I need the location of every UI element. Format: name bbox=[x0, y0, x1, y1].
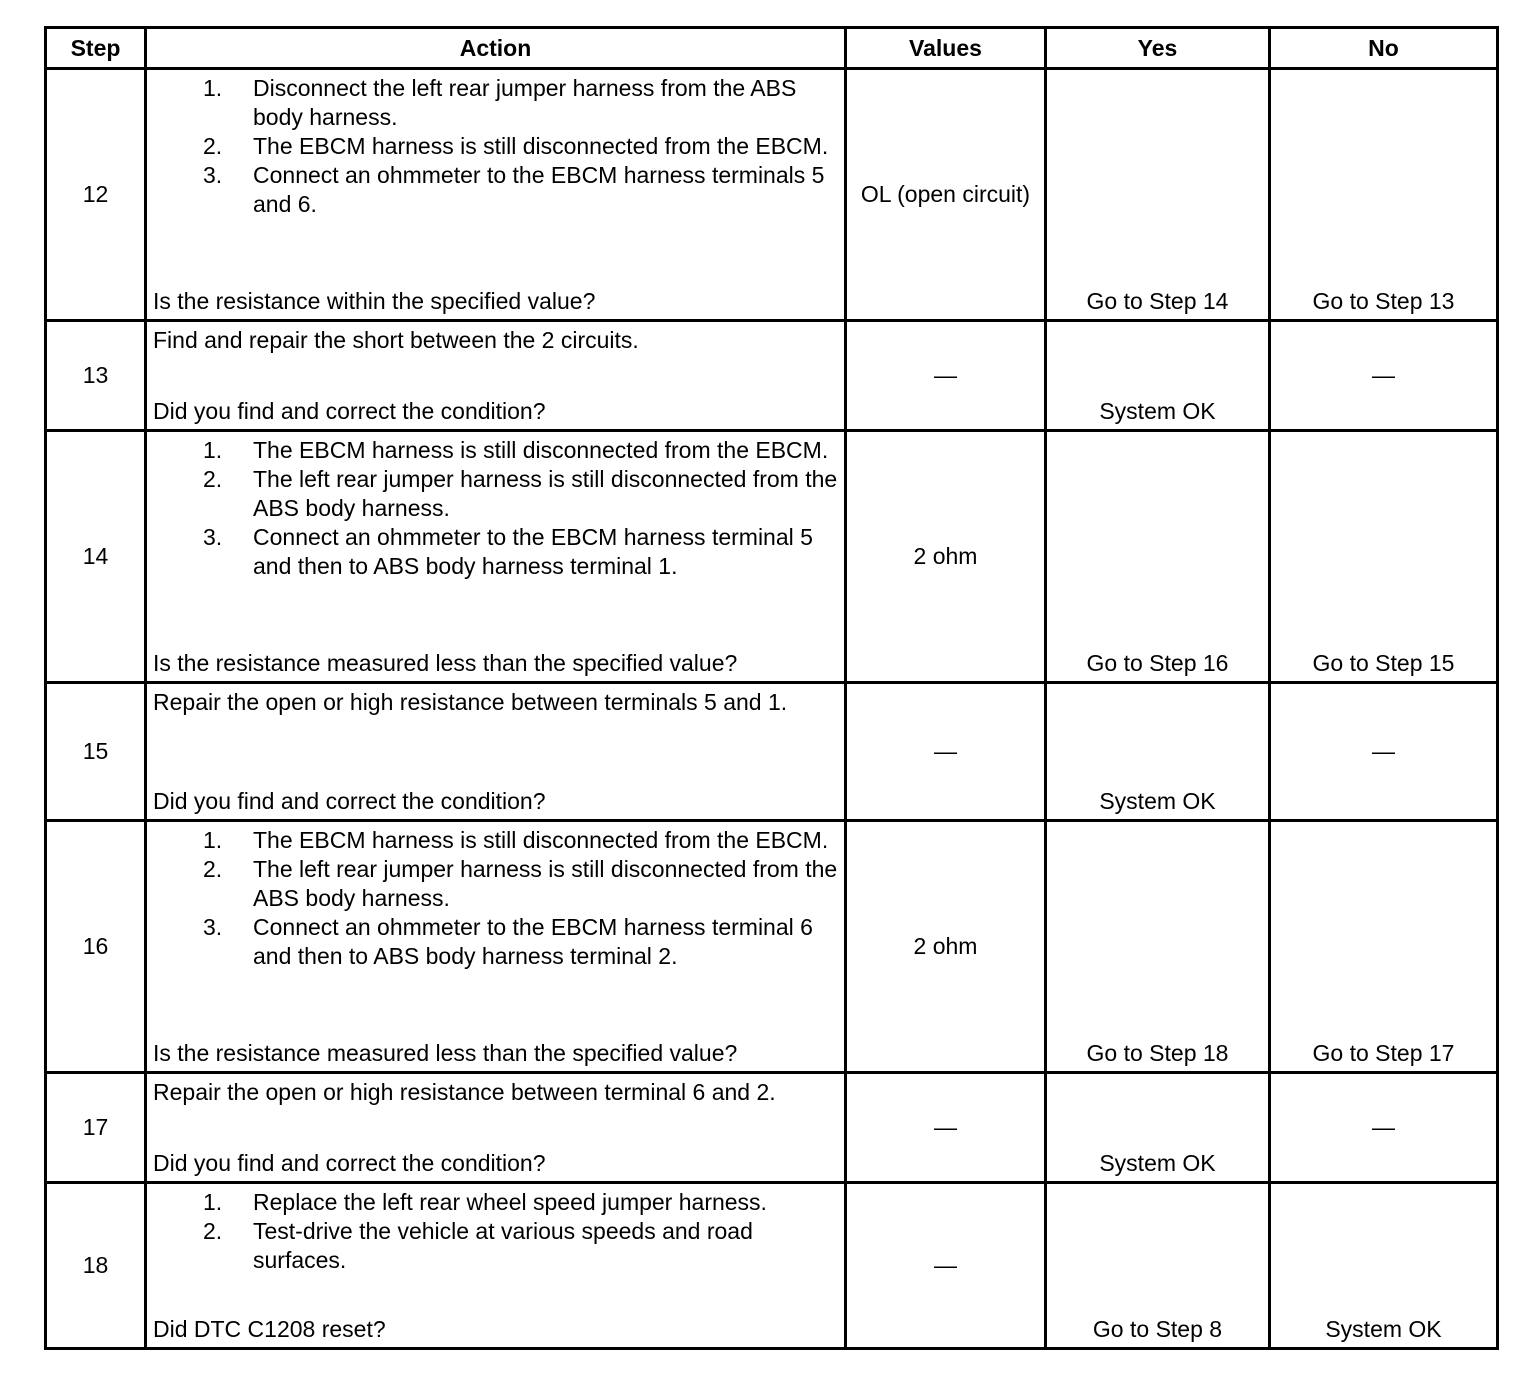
step-number: 14 bbox=[46, 431, 146, 683]
step-text: Connect an ohmmeter to the EBCM harness terminals 5 and 6. bbox=[253, 162, 825, 217]
action-question: Is the resistance within the specified value? bbox=[153, 288, 596, 314]
values-cell: OL (open circuit) bbox=[846, 69, 1046, 321]
step-text: The EBCM harness is still disconnected from the EBCM. bbox=[253, 827, 829, 853]
action-step bbox=[203, 855, 838, 913]
yes-cell bbox=[1046, 69, 1270, 321]
header-values: Values bbox=[846, 28, 1046, 69]
action-cell bbox=[146, 431, 846, 683]
yes-outcome: System OK bbox=[1099, 398, 1216, 424]
table-row-step-18 bbox=[46, 1183, 1498, 1349]
action-step bbox=[203, 913, 838, 971]
values-cell: — bbox=[846, 1073, 1046, 1183]
yes-cell bbox=[1046, 683, 1270, 821]
table-row-step-15 bbox=[46, 683, 1498, 821]
diagnostic-table bbox=[44, 26, 1499, 1350]
action-question: Is the resistance measured less than the specified value? bbox=[153, 650, 738, 676]
step-text: Replace the left rear wheel speed jumper harness. bbox=[253, 1189, 767, 1215]
no-cell bbox=[1270, 69, 1498, 321]
step-index: 2. bbox=[203, 133, 223, 159]
step-text: The left rear jumper harness is still disconnected from the ABS body harness. bbox=[253, 466, 838, 521]
action-question: Did you find and correct the condition? bbox=[153, 1150, 546, 1176]
no-outcome: System OK bbox=[1325, 1316, 1442, 1342]
step-index: 1. bbox=[203, 75, 223, 101]
step-text: The left rear jumper harness is still disconnected from the ABS body harness. bbox=[253, 856, 838, 911]
step-index: 3. bbox=[203, 162, 223, 188]
action-cell bbox=[146, 321, 846, 431]
action-text: Repair the open or high resistance between terminals 5 and 1. bbox=[153, 689, 788, 715]
values-cell: 2 ohm bbox=[846, 431, 1046, 683]
action-steps bbox=[153, 826, 838, 971]
table-row-step-14 bbox=[46, 431, 1498, 683]
values-cell: 2 ohm bbox=[846, 821, 1046, 1073]
action-question: Did DTC C1208 reset? bbox=[153, 1316, 386, 1342]
action-step bbox=[203, 132, 838, 161]
no-cell: — bbox=[1270, 683, 1498, 821]
step-text: Test-drive the vehicle at various speeds and road surfaces. bbox=[253, 1218, 753, 1273]
action-text: Repair the open or high resistance between terminal 6 and 2. bbox=[153, 1079, 776, 1105]
table-row-step-17 bbox=[46, 1073, 1498, 1183]
action-steps bbox=[153, 1188, 838, 1275]
header-no: No bbox=[1270, 28, 1498, 69]
header-row bbox=[46, 28, 1498, 69]
yes-cell bbox=[1046, 821, 1270, 1073]
step-text: Disconnect the left rear jumper harness from the ABS body harness. bbox=[253, 75, 797, 130]
table-row-step-12 bbox=[46, 69, 1498, 321]
step-number: 17 bbox=[46, 1073, 146, 1183]
step-number: 18 bbox=[46, 1183, 146, 1349]
yes-outcome: Go to Step 8 bbox=[1092, 1316, 1223, 1342]
action-cell bbox=[146, 1073, 846, 1183]
step-index: 1. bbox=[203, 827, 223, 853]
action-step bbox=[203, 161, 838, 219]
step-index: 2. bbox=[203, 856, 223, 882]
no-outcome: Go to Step 13 bbox=[1312, 288, 1455, 314]
step-index: 3. bbox=[203, 914, 223, 940]
action-text: Find and repair the short between the 2 circuits. bbox=[153, 327, 639, 353]
step-number: 15 bbox=[46, 683, 146, 821]
action-step bbox=[203, 523, 838, 581]
no-cell: — bbox=[1270, 321, 1498, 431]
action-question: Did you find and correct the condition? bbox=[153, 398, 546, 424]
action-question: Is the resistance measured less than the specified value? bbox=[153, 1040, 738, 1066]
action-steps bbox=[153, 436, 838, 581]
values-cell: — bbox=[846, 683, 1046, 821]
no-cell: — bbox=[1270, 1073, 1498, 1183]
yes-outcome: Go to Step 18 bbox=[1086, 1040, 1229, 1066]
step-index: 3. bbox=[203, 524, 223, 550]
no-cell bbox=[1270, 821, 1498, 1073]
action-step bbox=[203, 465, 838, 523]
step-text: Connect an ohmmeter to the EBCM harness terminal 5 and then to ABS body harness terminal 1. bbox=[253, 524, 813, 579]
header-action: Action bbox=[146, 28, 846, 69]
no-outcome: Go to Step 15 bbox=[1312, 650, 1455, 676]
table-row-step-13 bbox=[46, 321, 1498, 431]
yes-cell bbox=[1046, 431, 1270, 683]
yes-outcome: Go to Step 14 bbox=[1086, 288, 1229, 314]
action-cell bbox=[146, 821, 846, 1073]
yes-outcome: Go to Step 16 bbox=[1086, 650, 1229, 676]
action-cell bbox=[146, 1183, 846, 1349]
action-question: Did you find and correct the condition? bbox=[153, 788, 546, 814]
table-row-step-16 bbox=[46, 821, 1498, 1073]
action-step bbox=[203, 74, 838, 132]
action-step bbox=[203, 1217, 838, 1275]
action-steps bbox=[153, 74, 838, 219]
step-index: 2. bbox=[203, 466, 223, 492]
no-cell bbox=[1270, 1183, 1498, 1349]
header-step: Step bbox=[46, 28, 146, 69]
yes-cell bbox=[1046, 321, 1270, 431]
step-index: 1. bbox=[203, 437, 223, 463]
step-number: 12 bbox=[46, 69, 146, 321]
step-index: 1. bbox=[203, 1189, 223, 1215]
no-cell bbox=[1270, 431, 1498, 683]
action-step bbox=[203, 1188, 838, 1217]
step-index: 2. bbox=[203, 1218, 223, 1244]
yes-outcome: System OK bbox=[1099, 788, 1216, 814]
action-cell bbox=[146, 69, 846, 321]
action-step bbox=[203, 436, 838, 465]
header-yes: Yes bbox=[1046, 28, 1270, 69]
step-number: 13 bbox=[46, 321, 146, 431]
action-step bbox=[203, 826, 838, 855]
yes-outcome: System OK bbox=[1099, 1150, 1216, 1176]
no-outcome: Go to Step 17 bbox=[1312, 1040, 1455, 1066]
step-number: 16 bbox=[46, 821, 146, 1073]
yes-cell bbox=[1046, 1073, 1270, 1183]
yes-cell bbox=[1046, 1183, 1270, 1349]
values-cell: — bbox=[846, 1183, 1046, 1349]
step-text: The EBCM harness is still disconnected from the EBCM. bbox=[253, 133, 829, 159]
step-text: Connect an ohmmeter to the EBCM harness terminal 6 and then to ABS body harness terminal 2. bbox=[253, 914, 813, 969]
values-cell: — bbox=[846, 321, 1046, 431]
action-cell bbox=[146, 683, 846, 821]
step-text: The EBCM harness is still disconnected from the EBCM. bbox=[253, 437, 829, 463]
